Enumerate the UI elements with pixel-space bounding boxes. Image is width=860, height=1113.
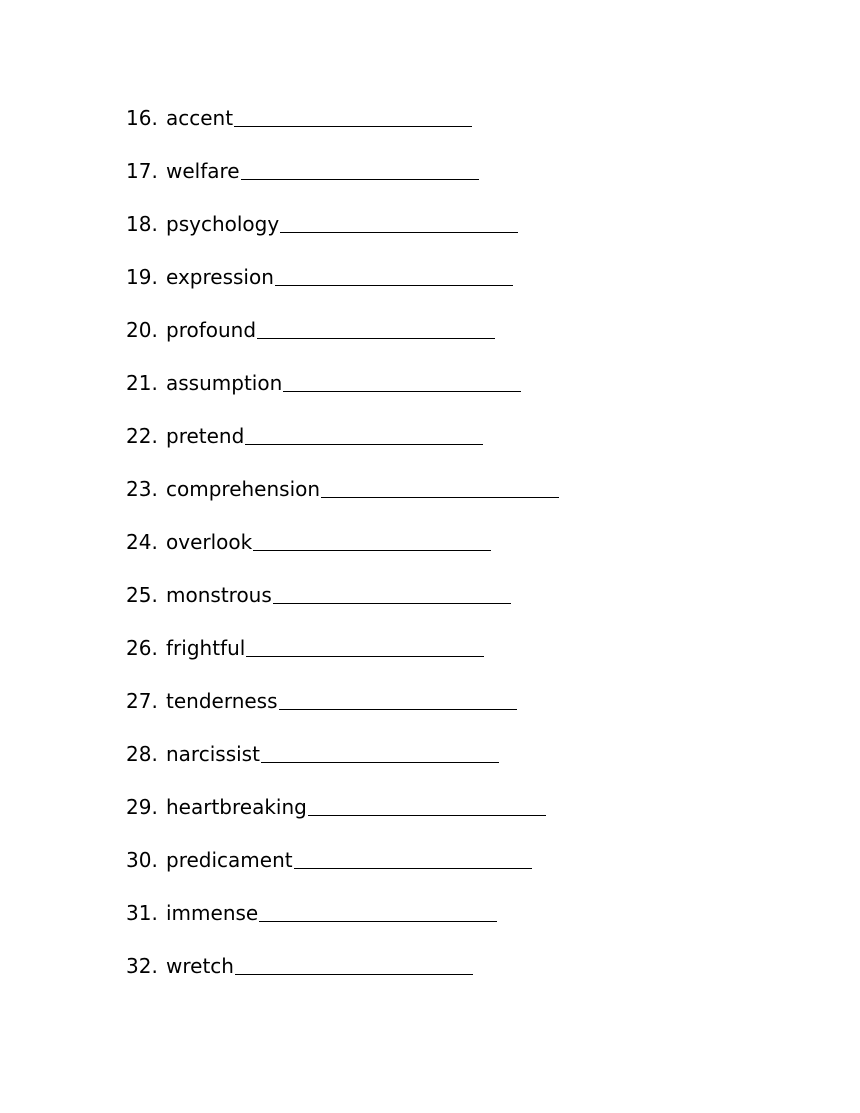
list-item [126, 104, 559, 157]
list-item [126, 634, 559, 687]
item-number: 18. [126, 212, 158, 236]
item-word: welfare [166, 159, 240, 183]
list-item [126, 210, 559, 263]
item-number: 17. [126, 159, 158, 183]
item-word: immense [166, 901, 259, 925]
list-item [126, 369, 559, 422]
list-item [126, 528, 559, 581]
answer-blank[interactable] [275, 263, 513, 286]
item-word: tenderness [166, 689, 278, 713]
answer-blank[interactable] [246, 634, 484, 657]
item-number: 27. [126, 689, 158, 713]
item-number: 29. [126, 795, 158, 819]
list-item [126, 581, 559, 634]
answer-blank[interactable] [235, 952, 473, 975]
list-item [126, 475, 559, 528]
item-word: narcissist [166, 742, 260, 766]
item-word: profound [166, 318, 257, 342]
item-word: heartbreaking [166, 795, 307, 819]
answer-blank[interactable] [259, 899, 497, 922]
answer-blank[interactable] [294, 846, 532, 869]
item-number: 21. [126, 371, 158, 395]
item-word: frightful [166, 636, 246, 660]
list-item [126, 157, 559, 210]
item-number: 19. [126, 265, 158, 289]
item-number: 25. [126, 583, 158, 607]
list-item [126, 687, 559, 740]
item-word: psychology [166, 212, 280, 236]
list-item [126, 793, 559, 846]
item-number: 28. [126, 742, 158, 766]
answer-blank[interactable] [261, 740, 499, 763]
list-item [126, 316, 559, 369]
item-number: 23. [126, 477, 158, 501]
item-word: expression [166, 265, 274, 289]
item-word: comprehension [166, 477, 321, 501]
answer-blank[interactable] [234, 104, 472, 127]
item-word: assumption [166, 371, 283, 395]
list-item [126, 263, 559, 316]
answer-blank[interactable] [308, 793, 546, 816]
item-number: 26. [126, 636, 158, 660]
item-number: 24. [126, 530, 158, 554]
item-word: pretend [166, 424, 245, 448]
item-word: overlook [166, 530, 253, 554]
list-item [126, 899, 559, 952]
item-number: 16. [126, 106, 158, 130]
answer-blank[interactable] [241, 157, 479, 180]
answer-blank[interactable] [279, 687, 517, 710]
item-number: 20. [126, 318, 158, 342]
answer-blank[interactable] [283, 369, 521, 392]
item-number: 22. [126, 424, 158, 448]
item-word: predicament [166, 848, 293, 872]
item-word: wretch [166, 954, 234, 978]
answer-blank[interactable] [280, 210, 518, 233]
list-item [126, 422, 559, 475]
item-number: 31. [126, 901, 158, 925]
list-item [126, 740, 559, 793]
answer-blank[interactable] [321, 475, 559, 498]
item-number: 32. [126, 954, 158, 978]
answer-blank[interactable] [273, 581, 511, 604]
item-word: accent [166, 106, 234, 130]
item-number: 30. [126, 848, 158, 872]
list-item [126, 952, 559, 1005]
answer-blank[interactable] [245, 422, 483, 445]
vocabulary-list [126, 104, 559, 1005]
list-item [126, 846, 559, 899]
answer-blank[interactable] [257, 316, 495, 339]
answer-blank[interactable] [253, 528, 491, 551]
item-word: monstrous [166, 583, 272, 607]
